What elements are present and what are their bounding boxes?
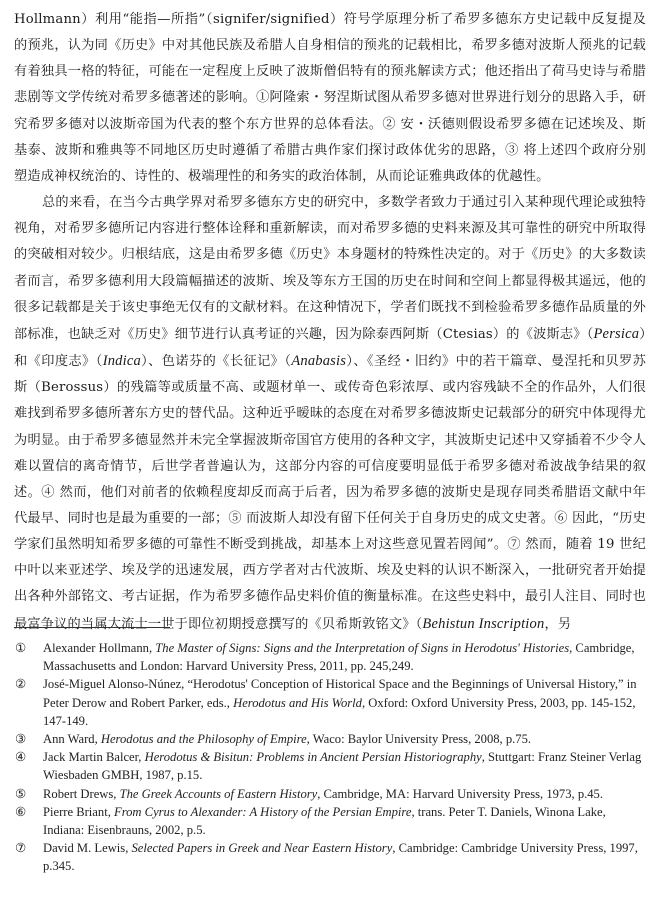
footnote-ref-1[interactable]: ① <box>256 90 270 106</box>
text-run: 而波斯人却没有留下任何关于自身历史的成文史著。 <box>241 510 555 526</box>
main-text <box>14 7 646 638</box>
footnote-number: ④ <box>15 750 27 765</box>
footnote-number: ③ <box>15 732 27 747</box>
footnote-ref-4[interactable]: ④ <box>41 484 55 500</box>
text-run: 因此，“历史学家们虽然明知希罗多德的可靠性不断受到挑战，却基本上对这些意见置若罔闻”。 <box>14 510 646 553</box>
footnote-6 <box>14 803 646 839</box>
footnote-number: ⑦ <box>15 841 27 856</box>
text-run: 总的来看，在当今古典学界对希罗多德东方史的研究中，多数学者致力于通过引入某种现代理论或独特视角，对希罗多德所记内容进行整体诠释和重新解读，而对希罗多德的史料来源及其可靠性的研究中所取得的突破相对较少。归根结底，这是由希罗多德《历史》本身题材的特殊性决定的。对于《历史》的大多数读者而言，希罗多德利用大段篇幅描述的波斯、埃及等东方王国的历史在时间和空间上都显得极其遥远，他的很多记载都是关于该史事绝无仅有的文献材料。在这种情况下，学者们既找不到检验希罗多德作品质量的外部标准，也缺乏对《历史》细节进行认真考证的兴趣，因为除泰西阿斯（Ctesias）的《波斯志》（ <box>14 195 646 342</box>
text-run: Hollmann）利用“能指—所指”（signifer/signified）符号学原理分析了希罗多德东方史记载中反复提及的预兆，认为同《历史》中对其他民族及希腊人自身相信的预兆的记载相比，希罗多德对波斯人预兆的记载有着独具一格的特征，可能在一定程度上反映了波斯僧侣特有的预兆解读方式；他还指出了荷马史诗与希腊悲剧等文学传统对希罗多德著述的影响。 <box>14 12 646 106</box>
footnote-ref-5[interactable]: ⑤ <box>228 510 242 526</box>
text-run: ，另 <box>544 616 572 632</box>
footnote-text: David M. Lewis, Selected Papers in Greek and Near Eastern History, Cambridge: Cambridge University Press, 1997, p.345. <box>43 841 638 874</box>
text-run: 然而，随着 19 世纪中叶以来亚述学、埃及学的迅速发展，西方学者对古代波斯、埃及史料的认识不断深入，一批研究者开始提出各种外部铭文、考古证据，作为希罗多德作品史料价值的衡量标准。在这些史料中，最引人注目、同时也最富争议的当属大流士一世于即位初期授意撰写的《贝希斯敦铭文》（ <box>14 537 647 632</box>
paragraph-2 <box>14 190 646 638</box>
footnote-text: Robert Drews, The Greek Accounts of Eastern History, Cambridge, MA: Harvard University Press, 1973, p.45. <box>43 786 604 801</box>
footnote-number: ① <box>15 641 27 655</box>
paragraph-1 <box>14 7 646 190</box>
footnote-4 <box>14 748 646 784</box>
italic-title: Anabasis <box>291 353 347 370</box>
footnote-text: Alexander Hollmann, The Master of Signs: Signs and the Interpretation of Signs in Herodotus' Histories, Cambridge, Massachusetts and London: Harvard University Press, 2011, pp. 245,249. <box>43 641 635 674</box>
footnote-ref-6[interactable]: ⑥ <box>554 510 568 526</box>
italic-title: Behistun Inscription <box>422 615 545 632</box>
footnote-1 <box>14 639 646 675</box>
text-run: 阿隆索・努涅斯试图从希罗多德对世界进行划分的思路入手，研究希罗多德对以波斯帝国为代表的整个东方世界的总体看法。 <box>14 90 646 132</box>
footnote-2 <box>14 675 646 730</box>
footnote-ref-2[interactable]: ② <box>382 116 397 132</box>
footnote-text: Ann Ward, Herodotus and the Philosophy of Empire, Waco: Baylor University Press, 2008, p.75. <box>43 732 532 747</box>
text-run: 将上述四个政府分别塑造成神权统治的、诗性的、极端理性的和务实的政治体制，从而论证雅典政体的优越性。 <box>14 142 646 184</box>
footnote-text: Pierre Briant, From Cyrus to Alexander: A History of the Persian Empire, trans. Peter T. Daniels, Winona Lake, Indiana: Eisenbrauns, 2002, p.5. <box>43 804 606 838</box>
footnote-number: ② <box>15 677 27 692</box>
text-run: ）和《印度志》（ <box>14 326 647 370</box>
text-run: ）、色诺芬的《长征记》（ <box>140 354 292 370</box>
footnote-text: José-Miguel Alonso-Núnez, “Herodotus' Conception of Historical Space and the Beginnings of Universal History,” in Peter Derow and Robert Parker, eds., Herodotus and His World, Oxford: Oxford University Press, 2003, pp. 145-152, 147-149. <box>43 677 637 728</box>
text-run: 然而，他们对前者的依赖程度却反而高于后者，因为希罗多德的波斯史是现存同类希腊语文献中年代最早、同时也是最为重要的一部； <box>14 484 647 526</box>
footnote-7 <box>14 839 646 875</box>
footnote-number: ⑤ <box>15 786 27 801</box>
footnote-5 <box>14 785 646 803</box>
footnote-ref-3[interactable]: ③ <box>505 142 519 158</box>
footnotes <box>14 639 646 876</box>
footnote-3 <box>14 730 646 748</box>
text-run: 安・沃德则假设希罗多德在记述埃及、斯基泰、波斯和雅典等不同地区历史时遵循了希腊古典作家们探讨政体优劣的思路， <box>14 116 647 158</box>
footnote-number: ⑥ <box>15 804 27 819</box>
italic-title: Persica <box>593 325 640 342</box>
footnote-divider <box>14 627 170 628</box>
text-run: ）、《圣经・旧约》中的若干篇章、曼涅托和贝罗苏斯（Berossus）的残篇等或质量不高、或题材单一、或传奇色彩浓厚、或内容残缺不全的作品外，人们很难找到希罗多德所著东方史的替代品。这种近乎暧昧的态度在对希罗多德波斯史记载部分的研究中体现得尤为明显。由于希罗多德显然并未完全掌握波斯帝国官方使用的各种文字，其波斯史记述中又穿插着不少令人难以置信的离奇情节，后世学者普遍认为，这部分内容的可信度要明显低于希罗多德对希波战争结果的叙述。 <box>14 354 646 500</box>
footnote-text: Jack Martin Balcer, Herodotus & Bisitun: Problems in Ancient Persian Historiography, Stuttgart: Franz Steiner Verlag Wiesbaden GMBH, 1987, p.15. <box>43 750 642 783</box>
footnote-ref-7[interactable]: ⑦ <box>507 537 521 553</box>
italic-title: Indica <box>102 353 141 370</box>
